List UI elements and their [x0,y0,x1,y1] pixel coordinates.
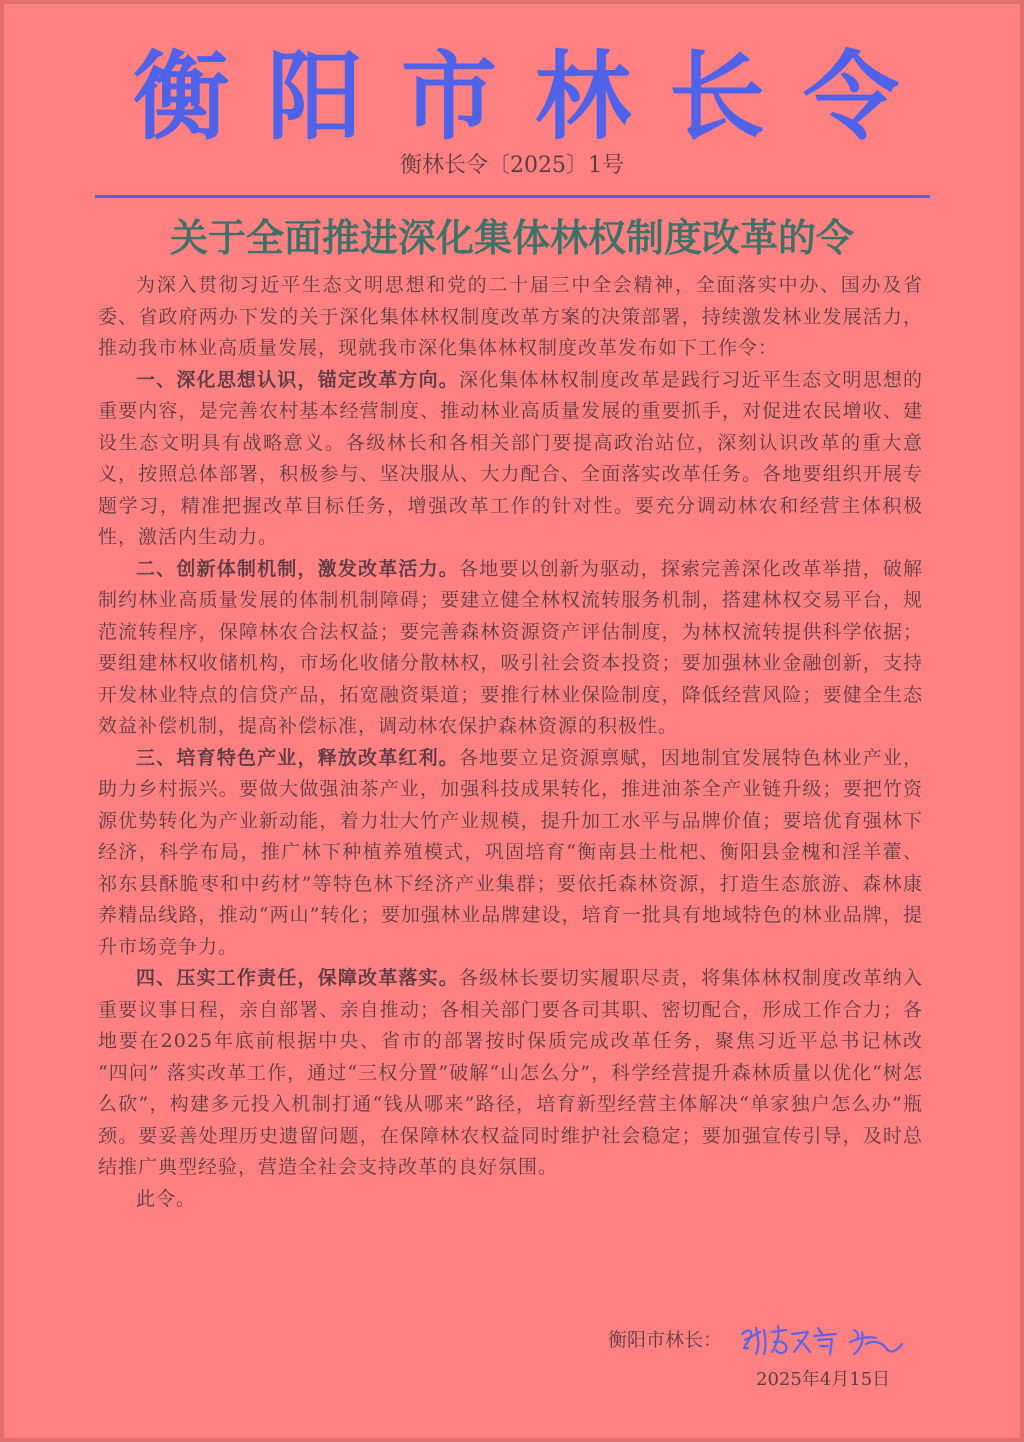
section-heading: 三、培育特色产业，释放改革红利。 [136,746,459,769]
section-heading: 四、压实工作责任，保障改革落实。 [136,967,459,989]
document-number: 衡林长令〔2025〕1号 [400,153,624,178]
handwritten-signature [736,1320,906,1360]
header-divider [95,195,930,198]
signoff-block [608,1320,928,1360]
section-paragraph-3 [98,743,923,964]
section-text: 各地要立足资源禀赋，因地制宜发展特色林业产业，助力乡村振兴。要做大做强油茶产业，加强科技成果转化，推进油茶全产业链升级；要把竹资源优势转化为产业新动能，着力壮大竹产业规模，提升加工水平与品牌价值；要培优育强林下经济，科学布局，推广林下种植养殖模式，巩固培育“衡南县土枇杷、衡阳县金槐和淫羊藿、祁东县酥脆枣和中药材”等特色林下经济产业集群；要依托森林资源，打造生态旅游、森林康养精品线路，推动“两山”转化；要加强林业品牌建设，培育一批具有地域特色的林业品牌，提升市场竞争力。 [98,746,923,958]
signoff-label: 衡阳市林长： [608,1329,723,1351]
section-paragraph-4 [98,963,923,1184]
section-paragraph-2 [98,554,923,743]
section-text: 深化集体林权制度改革是践行习近平生态文明思想的重要内容，是完善农村基本经营制度、推动林业高质量发展的重要抓手，对促进农民增收、建设生态文明具有战略意义。各级林长和各相关部门要提高政治站位，深刻认识改革的重大意义，按照总体部署，积极参与、坚决服从、大力配合、全面落实改革任务。各地要组织开展专题学习，精准把握改革目标任务，增强改革工作的针对性。要充分调动林农和经营主体积极性，激活内生动力。 [98,368,923,548]
document-body [98,270,923,1215]
section-text: 各级林长要切实履职尽责，将集体林权制度改革纳入重要议事日程，亲自部署、亲自推动；各相关部门要各司其职、密切配合，形成工作合力；各地要在2025年底前根据中央、省市的部署按时保质完成改革任务，聚焦习近平总书记林改 “四问” 落实改革工作，通过“三权分置”破解“山怎么分”，科学经营提升森林质量以优化“树怎么砍”，构建多元投入机制打通“钱从哪来”路径，培育新型经营主体解决“单家独户怎么办”瓶颈。要妥善处理历史遗留问题，在保障林农权益同时维护社会稳定；要加强宣传引导，及时总结推广典型经验，营造全社会支持改革的良好氛围。 [98,967,923,1178]
section-text: 各地要以创新为驱动，探索完善深化改革举措，破解制约林业高质量发展的体制机制障碍；要建立健全林权流转服务机制，搭建林权交易平台，规范流转程序，保障林农合法权益；要完善森林资源资产评估制度，为林权流转提供科学依据；要组建林权收储机构，市场化收储分散林权，吸引社会资本投资；要加强林业金融创新，支持开发林业特点的信贷产品，拓宽融资渠道；要推行林业保险制度，降低经营风险；要健全生态效益补偿机制，提高补偿标准，调动林农保护森林资源的积极性。 [98,557,923,737]
section-paragraph-1 [98,365,923,554]
closing-line: 此令。 [136,1187,197,1210]
document-title: 关于全面推进深化集体林权制度改革的令 [169,215,854,260]
section-heading: 二、创新体制机制，激发改革活力。 [136,557,459,580]
section-heading: 一、深化思想认识，锚定改革方向。 [136,368,459,391]
intro-paragraph: 为深入贯彻习近平生态文明思想和党的二十届三中全会精神，全面落实中办、国办及省委、省政府两办下发的关于深化集体林权制度改革方案的决策部署，持续激发林业发展活力，推动我市林业高质量发展，现就我市深化集体林权制度改革发布如下工作令： [98,274,923,359]
issue-date: 2025年4月15日 [756,1369,891,1390]
issuer-title: 衡阳市林长令 [133,40,937,153]
